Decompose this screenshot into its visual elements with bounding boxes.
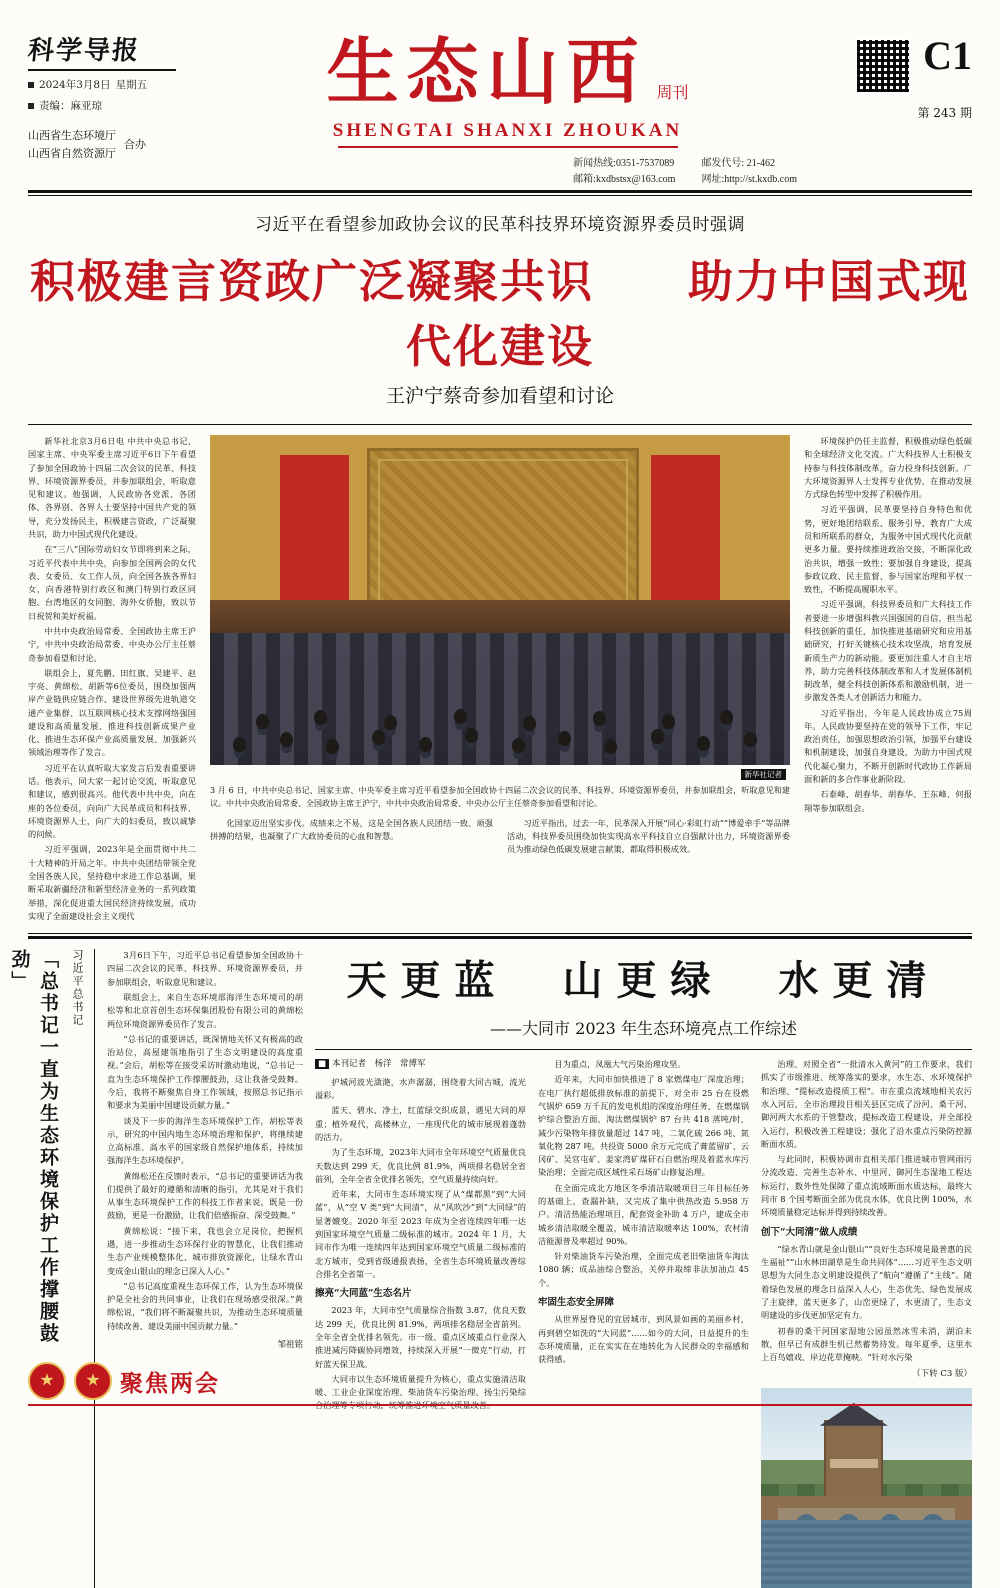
- lead-para: 习近平指出，今年是人民政协成立75周年。人民政协要坚持在党的领导下工作，牢记政治责任，加强思想政治引领，加强平台建设和机制建设，加强自身建设，为助力中国式现代化凝心聚力，不断开创新时代政协工作新局面和新的多合作事业新阶段。: [804, 707, 972, 785]
- lead-para: 习近平强调，科技界委员和广大科技工作者要进一步增强科教兴国强国的自信，担当起科技创新的重任，加快推进基础研究和应用基础研究，打好关键核心技术攻坚战，培育发展新质生产力的新动能。要更加注重人才自主培养，助力完善科技体制改革和人才发展体制机制改革，健全科技创新体系和激励机制，进一步激发各类人才创新活力和能力。: [804, 599, 972, 703]
- bullet-icon-2: [28, 103, 34, 109]
- feature-para: 蓝天、碧水、净土，红蓝绿交织成景，遇见大同的厚重；植外观代，高楼林立，一座现代化的城市展现着蓬勃的活力。: [315, 1105, 526, 1143]
- continued-note: （下转 C3 版）: [912, 1369, 972, 1380]
- side-article: [107, 949, 303, 1588]
- masthead-divider: [28, 190, 972, 193]
- seal-icon: [74, 1362, 112, 1400]
- editor-row: [28, 98, 218, 113]
- lead-subhead: 王沪宁蔡奇参加看望和讨论: [385, 385, 614, 407]
- weekly-label: 周刊: [656, 82, 689, 102]
- side-para: “总书记的重要讲话，既深情地关怀又有极高的政治站位，高屋建瓴地指引了生态文明建设的高度重视。”会后，胡松等在接受采访时激动地说，“总书记一直为生态环境保护工作撑腰鼓劲，这让我备受鼓舞。今后，我将不断聚焦自身工作领域，按照总书记指示和要求为美丽中国建设贡献力量。”: [107, 1033, 303, 1111]
- lead-para: 习近平在认真听取大家发言后发表重要讲话。他表示，同大家一起讨论交流，听取意见和建议，感到很高兴。他代表中共中央，向在座的各位委员，向向广大民革成员和科技界、环境资源界人士，向广大的妇委员，致以诚挚的问候。: [28, 762, 196, 840]
- contact-email: 邮箱:kxdbstsx@163.com: [573, 174, 676, 185]
- lead-para: 联组会上，夏先鹏、田红旗、吴建平、赵宇亮、黄绵松、胡新等6位委员，围绕加强两岸产业链供应链合作、建设世界级先进轨道交通产业集群、以互联网核心技术支撑网络强国建设和高质量发展、推进科技创新成果产业化、推进生态环保产业高质量发展、加强新兴领域治理等作了发言。: [28, 667, 196, 758]
- lead-photo: [210, 435, 790, 765]
- lead-para: 习近平强调，2023年是全面贯彻中共二十大精神的开局之年。中共中央团结带领全党全国各族人民，坚持稳中求进工作总基调，果断采取新疆经济和新型经济业务的一系列政策举措，深化促进重大国民经济持续发展，成功实现了全面建设社会主义现代: [28, 844, 196, 921]
- lead-para: 环境保护仍任主监督，积极推动绿色低碳和全球经济文化交流。广大科技界人士积极支持参与科技体制改革，奋力投身科技创新。广大环境资源界人士发挥专业优势，在推动发展方式绿色转型中发挥了积极作用。: [804, 436, 972, 500]
- lead-article: [28, 435, 972, 925]
- feature-para: 近年来，大同市加快推进了 8 家燃煤电厂深度治理；在电厂执行超低排放标准的前提下，对全市 25 台在役燃气锅炉 659 万千瓦的发电机组的深度治理任务，在燃煤锅炉综合整治方面，淘汰燃煤锅炉 87 台共 418 蒸吨/时，减少污染物年排放量超过 147 吨，二氧化硫 266 吨、氮氧化物 287 吨。共投资 5000 余万元完成了膏蓝留矿、云冈矿、吴官屯矿、姜家湾矿煤矸石自燃治理及着蓝水库污染治理；全面完成区域性采石场矿山修复治理。: [538, 1074, 749, 1178]
- side-para: 黄绵松说：“接下来，我也会立足岗位，把握机遇，进一步推动生态环保行业的智慧化，让我们推动生态产业规模整体化、城市排放资源化，让绿水青山变成金山银山的理念已深入人心。”: [107, 1225, 303, 1276]
- side-article-byline: 邹祖铭: [277, 1340, 303, 1350]
- side-para: 黄绵松还在反馈时表示，“总书记的重要讲话为我们提供了最好的遵循和清晰的指引，尤其是对于我们从事生态环境保护工作的科技工作者来说，既是一份鼓励，更是一份激励，让我们倍感振奋、深受鼓舞。”: [107, 1170, 303, 1221]
- feature-subtitle: ——大同市 2023 年生态环境亮点工作综述: [490, 1019, 797, 1039]
- co-host-label: 合办: [124, 138, 146, 152]
- qr-code-icon[interactable]: [855, 38, 911, 94]
- page-title: 生态山西: [326, 29, 647, 114]
- feature-para: 近年来，大同市生态环境实现了从“煤都黑”到“大同蓝”，从“空 V 类”到“大同清”，从“风吹沙”到“大同绿”的显著嬗变。2020 年至 2023 年成为全省连续四年唯一达到国家环境空气质量二级标准的城市。2024 年 1 月，大同市作为唯一连续四年达到国家环境空气质量二级标准的北方城市，受到省级通报表扬，全省生态环境质量改善综合排名全省第一。: [315, 1189, 526, 1279]
- footer-divider: [28, 1404, 972, 1406]
- lead-para: 化国家迈出坚实步伐。成绩来之不易，这是全国各族人民团结一致、顽强拼搏的结果，也凝聚了广大政协委员的心血和智慧。: [210, 817, 493, 841]
- issue-date-row: [28, 77, 218, 92]
- feature-para: 大同市以生态环境质量提升为核心，重点实施清洁取暖、工业企业深度治理、柴油货车污染治理、扬尘污染综合治理等专项行动，统筹推进环境空气质量改善。: [315, 1373, 526, 1411]
- footer-badge: [28, 1362, 220, 1400]
- lead-kicker: 习近平在看望参加政协会议的民革科技界环境资源界委员时强调: [255, 215, 745, 235]
- feature-para: 为了生态环境，2023年大同市全年环境空气质量优良天数达到 299 天，优良比例 81.9%，两项排名稳居全省前列，全年全省全优排名领先，空气质量持续向好。: [315, 1147, 526, 1184]
- feature-subhead-2: 牢固生态安全屏障: [538, 1296, 615, 1308]
- vertical-subhead: [0, 949, 1, 1379]
- lead-headline: 积极建言资政广泛凝聚共识 助力中国式现代化建设: [29, 255, 970, 373]
- credit-tag: 新华社记者: [741, 769, 787, 780]
- masthead-right: [797, 34, 972, 121]
- page-number: C1: [923, 33, 972, 78]
- feature-subhead-3: 创下“大同清”做人成绩: [761, 1226, 858, 1238]
- feature-para: 从世界屋脊见的宜居城市，到风景如画的美丽乡村，再到碧空如洗的“大同蓝”……如今的大同，日益提升的生态环境质量，正在实实在在地转化为人民群众的幸福感和获得感。: [538, 1314, 749, 1365]
- feature-article: [315, 949, 972, 1588]
- feature-para: 2023 年，大同市空气质量综合指数 3.87，优良天数达 299 天，优良比例 81.9%，两项排名稳居全省前列。全年全省全优排名领先。市一级、重点区域重点行业深入推进减污降碳协同增效，持续深入开展“一微克”行动，打好蓝天保卫战。: [315, 1305, 526, 1369]
- side-para: 谈及下一步的海洋生态环境保护工作，胡松等表示，研究的中国内地生态环境治理和保护，将继续建立高标准、高水平的国家级自然保护地体系，持续加强海洋生态环境保护。: [107, 1115, 303, 1166]
- section-divider-2: [28, 936, 972, 939]
- lead-column-right: [804, 435, 972, 925]
- org-1: 山西省生态环境厅: [28, 129, 116, 142]
- masthead: [28, 0, 972, 184]
- feature-column-1: [315, 1058, 526, 1588]
- feature-subhead-1: 擦亮“大同蓝”生态名片: [315, 1288, 412, 1300]
- editor-label: 责编：麻亚琼: [39, 100, 102, 112]
- issue-weekday: 星期五: [115, 79, 148, 91]
- publication-logo: 科学导报: [26, 36, 142, 66]
- side-para: 联组会上，来自生态环境部海洋生态环境司的胡松等和北京首创生态环保集团股份有限公司的黄绵松两位环境资源界委员作了发言。: [107, 991, 303, 1029]
- lead-para: 习近平指出，过去一年，民革深入开展“同心·彩虹行动”“博爱牵手”等品牌活动，科技界委员围绕加快实现高水平科技自立自强献计出力，环境资源界委员为推动绿色低碳发展建言献策，都取得积极成效。: [507, 817, 790, 855]
- co-host-orgs: [28, 127, 218, 162]
- byline-tag: ■: [315, 1059, 329, 1069]
- lead-divider: [28, 424, 972, 425]
- contact-website[interactable]: 网址:http://st.kxdb.com: [701, 174, 797, 185]
- feature-para: 在全面完成北方地区冬季清洁取暖项目三年目标任务的基础上，查漏补缺，又完成了集中供热改造 5.958 万户。清洁热能治理项目，配套资金补助 4 万户，建成全市城乡清洁取暖全覆盖，城市清洁取暖率达 100%，农村清洁能源普及率超过 90%。: [538, 1182, 749, 1246]
- lead-para: 新华社北京3月6日电 中共中央总书记、国家主席、中央军委主席习近平6日下午看望了参加全国政协十四届二次会议的民革、科技界、环境资源界委员，并参加联组会，听取意见和建议。他强调，人民政协各党派、各团体、各界别、各界人士要坚持中国共产党的领导，充分发扬民主，积极建言资政，广泛凝聚共识，助力中国式现代化建设。: [28, 436, 196, 539]
- photo-credit: [210, 769, 790, 780]
- org-2: 山西省自然资源厅: [28, 146, 116, 160]
- side-para: “总书记高度重视生态环保工作，认为生态环境保护是全社会的共同事业，让我们在现场感受很深。”黄绵松说，“我们将不断凝聚共识，为推动生态环境质量持续改善、建设美丽中国贡献力量。”: [107, 1280, 303, 1331]
- feature-divider: [315, 1049, 972, 1050]
- datong-city-photo: [761, 1388, 972, 1588]
- audience-figures: [210, 646, 790, 758]
- bullet-icon: [28, 82, 34, 88]
- issue-number: 第 243 期: [917, 106, 972, 120]
- contact-hotline: 新闻热线:0351-7537089: [573, 158, 675, 169]
- feature-title: 天更蓝 山更绿 水更清: [346, 957, 941, 1005]
- feature-para: 护城河波光潋滟，水声潺潺，围绕着大同古城，流光溢彩。: [315, 1076, 526, 1101]
- byline-text: 本刊记者 杨洋 常博军: [332, 1059, 426, 1070]
- masthead-left: [28, 34, 218, 162]
- vertical-kicker: 习近平总书记: [71, 949, 84, 1028]
- lead-para: 习近平强调，民革要坚持自身特色和优势，更好地团结联系、服务引导、教育广大成员和所联系的群众，为服务中国式现代化贡献更多力量。要持续推进政治交接，不断深化政治共识，增强一致性；要加强自身建设，提高参政议政、民主监督、参与国家治理和平权一致性，不断提高履职水平。: [804, 504, 972, 595]
- vertical-headline: 「总书记一直为生态环境保护工作撑腰鼓劲」: [8, 949, 59, 1346]
- vertical-headline-column: [8, 949, 95, 1588]
- feature-para: 目为重点，凤凰大气污染治理攻坚。: [554, 1059, 686, 1070]
- lead-column-center: [210, 435, 790, 925]
- feature-para: 针对柴油货车污染治理，全面完成老旧柴油货车淘汰 1080 辆；成品油综合整治，关停并取缔非法加油点 45 个。: [538, 1251, 749, 1288]
- issue-date: 2024年3月8日: [39, 79, 111, 91]
- lead-headline-block: [28, 196, 972, 418]
- feature-column-3: [761, 1058, 972, 1588]
- feature-para: 初春的桑干河国家湿地公园虽然冰雪未消，湖泊未散，但早已有成群生机已然蓄势待发。每年夏季，这里水上百鸟嬉戏、岸边花草掩映。“针对水污染: [761, 1325, 972, 1363]
- section-divider: [28, 933, 972, 934]
- photo-caption: 3 月 6 日，中共中央总书记、国家主席、中央军委主席习近平看望参加全国政协十四届二次会议的民革、科技界、环境资源界委员，并参加联组会，听取意见和建议。中共中央政治局常委、全国政协主席王沪宁，中共中央政治局常委、中央办公厅主任蔡奇参加看望和讨论。: [210, 786, 790, 808]
- contact-block: [218, 156, 797, 188]
- title-pinyin: SHENGTAI SHANXI ZHOUKAN: [332, 120, 683, 141]
- feature-column-2: [538, 1058, 749, 1588]
- lead-para: 中共中央政治局常委、全国政协主席王沪宁，中共中央政治局常委、中央办公厅主任蔡奇参加看望和讨论。: [28, 625, 196, 663]
- contact-postcode: 邮发代号: 21-462: [701, 158, 776, 169]
- feature-para: “绿水青山就是金山银山”“良好生态环境是最普惠的民生福祉”“山水林田湖草是生命共同体”……习近平生态文明思想为大同生态文明建设提供了“航向”遵循了“主线”。随着绿色发展的理念日益深入人心，生态优先、绿色发展成了主旋律，蓝天更多了，山峦更绿了，水更清了，生态文明建设的步伐更加坚定有力。: [761, 1243, 972, 1321]
- side-para: 3月6日下午，习近平总书记看望参加全国政协十四届二次会议的民革、科技界、环境资源界委员，并参加联组会，听取意见和建议。: [107, 950, 303, 987]
- masthead-center: [218, 29, 797, 188]
- bottom-section: [8, 949, 972, 1588]
- footer-badge-label: 聚焦两会: [120, 1369, 220, 1397]
- feature-para: 治理、对照全省“一批清水入黄河”的工作要求，我们抓实了市级推进、统筹落实的要求，水生态、水环境保护和治理、“提标改造提质工程”。市在重点流域地相关农污水入河后，全市治理段目相关县区完成了汾河、桑干河、御河两大水系的干管整改，提标改造工程建设，并全部投入运行，积极改善工程建设；强化了沿水重点污染防控源断面水质。: [761, 1059, 972, 1149]
- lead-column-left: [28, 435, 196, 925]
- lead-para: 石泰峰、胡春华、胡春华、王东峰、何报翔等参加联组会。: [804, 789, 972, 813]
- pinyin-underline: [338, 146, 678, 148]
- feature-para: 与此同时，积极协调市直相关部门推进城市管网雨污分流改造、完善生态补水、中里河、御河生态湿地工程达标运行，数外性处保障了重点流域断面水质达标，最终大同市 8 个国考断面全部为优良水体，优良比例 100%，水环境质量稳定达标并得到持续改善。: [761, 1154, 972, 1218]
- logo-underline: [28, 69, 176, 71]
- national-emblem-icon: [28, 1362, 66, 1400]
- feature-byline: [315, 1058, 526, 1072]
- lead-para: 在“三八”国际劳动妇女节即将到来之际，习近平代表中共中央，向参加全国两会的女代表、女委员、女工作人员，向全国各族各界妇女，向香港特别行政区和澳门特别行政区同胞、台湾地区的女同胞、海外女侨胞，致以节日祝贺和美好祝福。: [28, 544, 196, 621]
